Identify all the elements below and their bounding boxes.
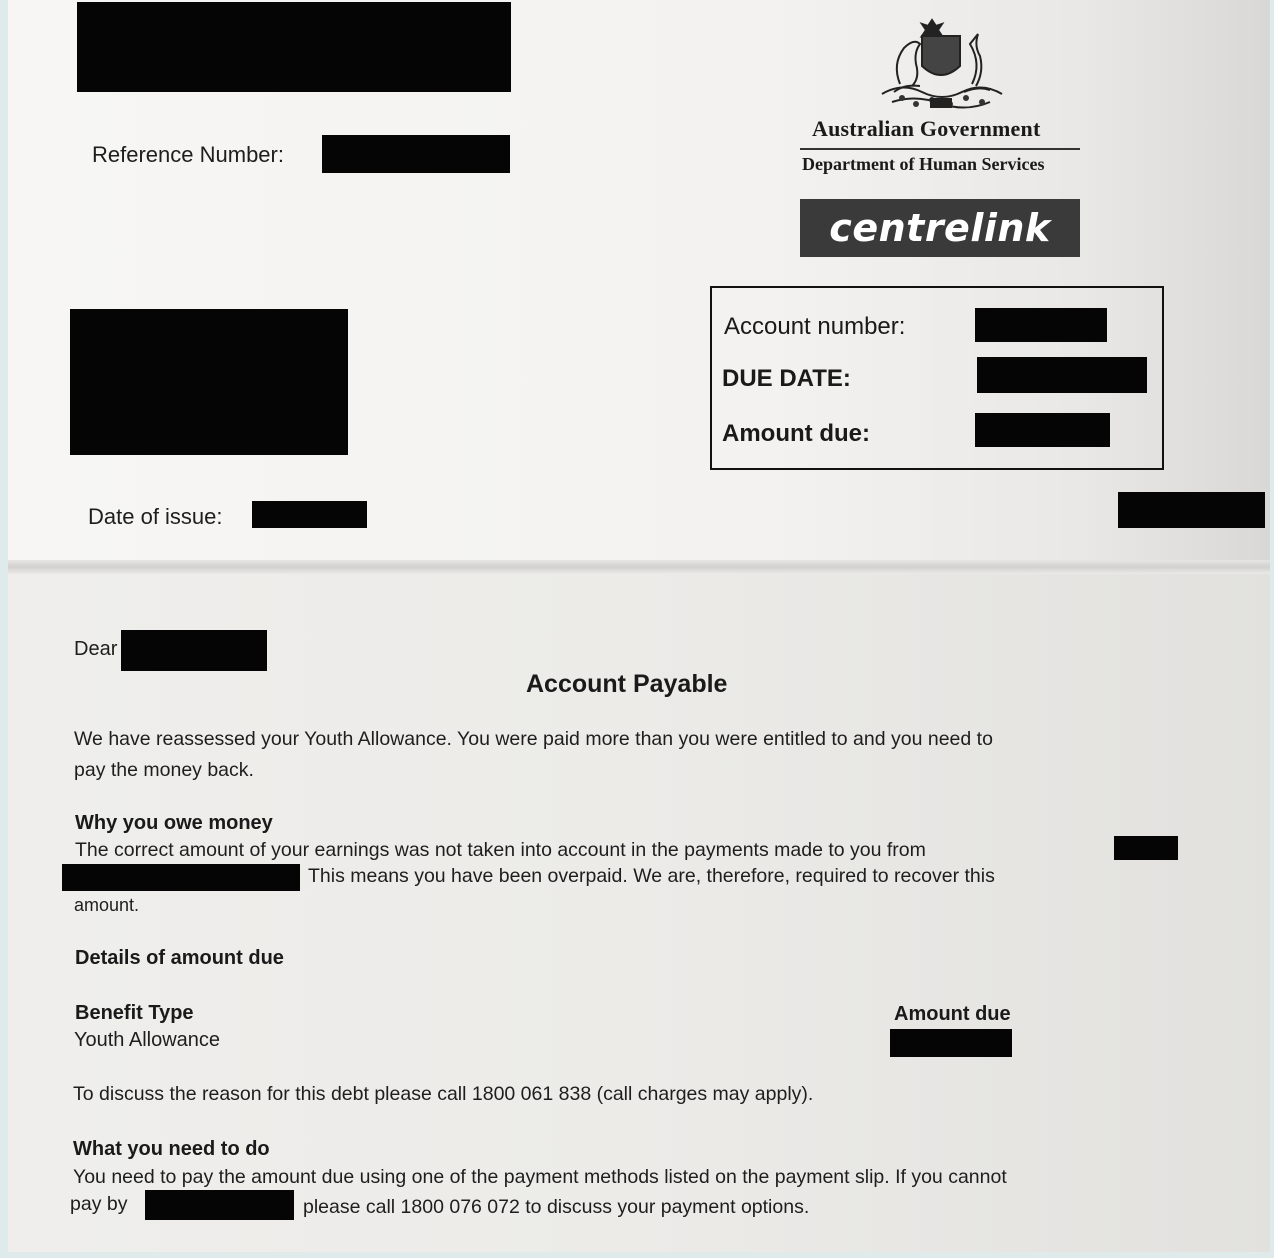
- account-number-label: Account number:: [724, 313, 906, 340]
- salutation: Dear: [74, 638, 118, 660]
- redacted-due-date: [977, 357, 1147, 393]
- what-line-1: You need to pay the amount due using one of the payment methods listed on the payment slip. If you cannot: [73, 1166, 1007, 1188]
- redacted-header-block: [77, 2, 511, 92]
- details-heading: Details of amount due: [75, 947, 284, 969]
- redacted-period-start: [1114, 836, 1178, 860]
- why-heading: Why you owe money: [75, 812, 273, 834]
- centrelink-logo: centrelink: [800, 199, 1080, 257]
- redacted-account-number: [975, 308, 1107, 342]
- why-line-3: amount.: [74, 895, 140, 915]
- redacted-address-block: [70, 309, 348, 455]
- letter-title: Account Payable: [526, 670, 728, 698]
- intro-line-2: pay the money back.: [74, 759, 254, 781]
- why-line-2: This means you have been overpaid. We are, therefore, required to recover this: [308, 865, 995, 887]
- coat-of-arms-icon: [872, 14, 1010, 112]
- amount-due-label: Amount due:: [722, 420, 870, 447]
- redacted-recipient-name: [121, 630, 267, 671]
- what-line-2-start: pay by: [70, 1193, 128, 1215]
- what-heading: What you need to do: [73, 1138, 270, 1160]
- amount-due-heading: Amount due: [894, 1003, 1011, 1025]
- intro-line-1: We have reassessed your Youth Allowance. You were paid more than you were entitled to and you need to: [74, 728, 993, 750]
- letter-page: [8, 0, 1270, 1252]
- redacted-reference-number: [322, 135, 510, 173]
- redacted-right-reference: [1118, 492, 1265, 528]
- discuss-line: To discuss the reason for this debt please call 1800 061 838 (call charges may apply).: [73, 1083, 814, 1105]
- reference-number-label: Reference Number:: [92, 142, 284, 167]
- due-date-label: DUE DATE:: [722, 365, 851, 392]
- benefit-type-heading: Benefit Type: [75, 1002, 194, 1024]
- redacted-amount-due: [975, 413, 1110, 447]
- why-line-1: The correct amount of your earnings was not taken into account in the payments made to you from: [75, 839, 926, 861]
- redacted-date-of-issue: [252, 501, 367, 528]
- date-of-issue-label: Date of issue:: [88, 504, 223, 529]
- redacted-payment-date: [145, 1190, 294, 1220]
- paper-fold: [8, 560, 1270, 574]
- redacted-amount-due-value: [890, 1029, 1012, 1057]
- header-divider: [800, 148, 1080, 150]
- redacted-period-end: [62, 864, 300, 891]
- department-name: Department of Human Services: [802, 154, 1045, 174]
- benefit-type-value: Youth Allowance: [74, 1029, 221, 1051]
- what-line-2-end: please call 1800 076 072 to discuss your payment options.: [303, 1196, 810, 1218]
- government-title: Australian Government: [812, 116, 1041, 141]
